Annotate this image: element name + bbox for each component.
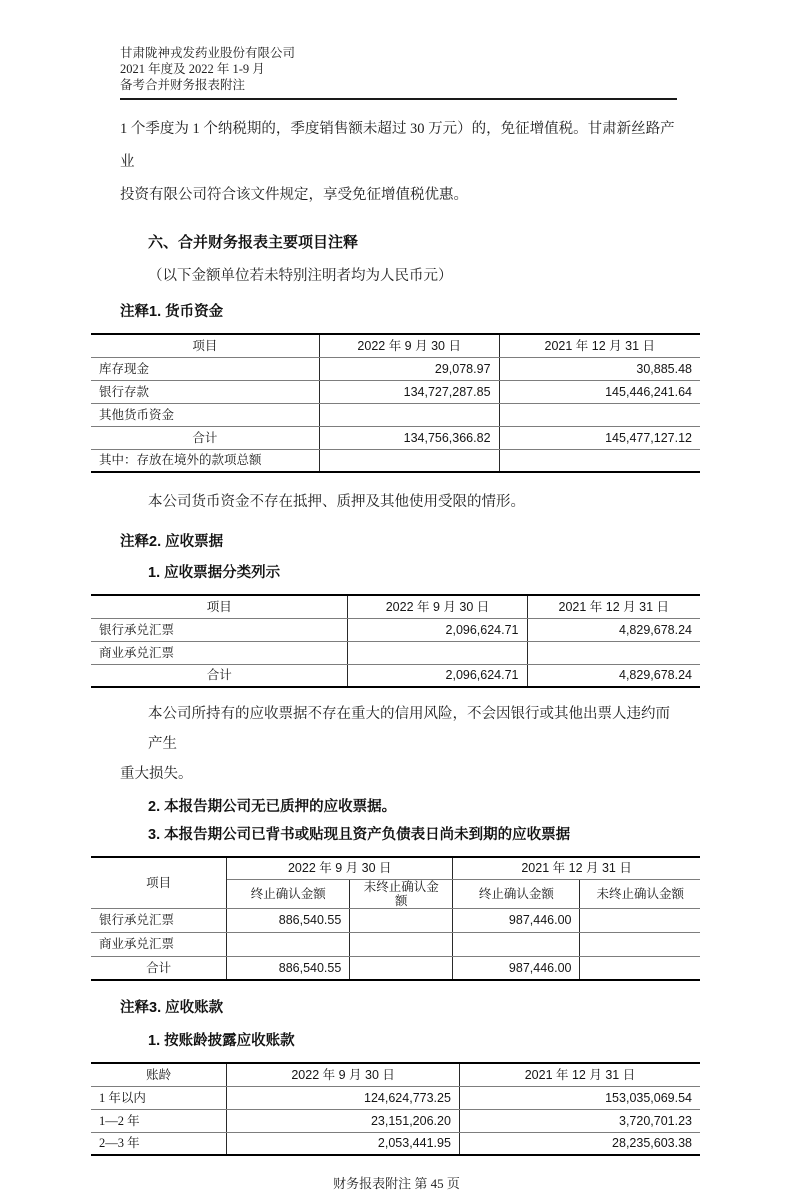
header-cell-aging: 账龄 <box>91 1063 227 1086</box>
derecognized-2021: 987,446.00 <box>453 956 580 980</box>
value-2021 <box>499 449 700 472</box>
value-2022: 23,151,206.20 <box>227 1109 460 1132</box>
derecognized-2022: 886,540.55 <box>227 908 350 932</box>
value-2022: 134,727,287.85 <box>319 380 499 403</box>
not-derecognized-2021 <box>580 908 700 932</box>
subheader-derecognized-2022: 终止确认金额 <box>227 879 350 908</box>
intro-paragraph-line: 1 个季度为 1 个纳税期的，季度销售额未超过 30 万元）的，免征增值税。甘肃新丝路产业 <box>120 121 675 170</box>
table-header-row <box>91 857 700 879</box>
header-cell-item: 项目 <box>91 334 319 357</box>
note1-title: 注释1. 货币资金 <box>120 304 224 320</box>
row-label: 商业承兑汇票 <box>91 932 227 956</box>
value-2022 <box>319 449 499 472</box>
subheader-not-derecognized-2021: 未终止确认金额 <box>580 879 700 908</box>
table-row <box>91 357 700 380</box>
table-row <box>91 380 700 403</box>
value-2021 <box>527 641 700 664</box>
not-derecognized-2022 <box>350 932 453 956</box>
header-cell-item: 项目 <box>91 857 227 908</box>
header-cell-item: 项目 <box>91 595 348 618</box>
header-cell-2022: 2022 年 9 月 30 日 <box>348 595 527 618</box>
derecognized-2022: 886,540.55 <box>227 956 350 980</box>
table-total-row <box>91 664 700 687</box>
table-header-row <box>91 1063 700 1086</box>
section-title: 六、合并财务报表主要项目注释 <box>148 234 359 251</box>
table-row <box>91 1132 700 1155</box>
value-2022 <box>319 403 499 426</box>
note2-remark-line: 重大损失。 <box>120 766 193 782</box>
header-cell-2022: 2022 年 9 月 30 日 <box>227 1063 460 1086</box>
not-derecognized-2022 <box>350 956 453 980</box>
report-period: 2021 年度及 2022 年 1-9 月 <box>120 62 265 76</box>
derecognized-2021 <box>453 932 580 956</box>
value-2022: 124,624,773.25 <box>227 1086 460 1109</box>
value-2021: 28,235,603.38 <box>459 1132 700 1155</box>
row-label: 其他货币资金 <box>91 403 319 426</box>
company-name: 甘肃陇神戎发药业股份有限公司 <box>120 46 296 60</box>
table-row <box>91 449 700 472</box>
row-label: 2—3 年 <box>91 1132 227 1155</box>
row-label: 合计 <box>91 664 348 687</box>
row-label: 库存现金 <box>91 357 319 380</box>
value-2021: 145,446,241.64 <box>499 380 700 403</box>
value-2021 <box>499 403 700 426</box>
row-label: 其中：存放在境外的款项总额 <box>91 449 319 472</box>
row-label: 银行存款 <box>91 380 319 403</box>
value-2021: 4,829,678.24 <box>527 618 700 641</box>
note2-sub3-title: 3. 本报告期公司已背书或贴现且资产负债表日尚未到期的应收票据 <box>148 827 571 843</box>
header-cell-2021: 2021 年 12 月 31 日 <box>499 334 700 357</box>
value-2021: 3,720,701.23 <box>459 1109 700 1132</box>
row-label: 银行承兑汇票 <box>91 908 227 932</box>
intro-paragraph-line: 投资有限公司符合该文件规定，享受免征增值税优惠。 <box>120 187 468 203</box>
value-2021: 153,035,069.54 <box>459 1086 700 1109</box>
subheader-not-derecognized-2022: 未终止确认金额 <box>350 879 453 908</box>
monetary-funds-table <box>91 333 700 473</box>
row-label: 1—2 年 <box>91 1109 227 1132</box>
table-row <box>91 641 700 664</box>
note2-sub2-title: 2. 本报告期公司无已质押的应收票据。 <box>148 799 397 815</box>
value-2021: 4,829,678.24 <box>527 664 700 687</box>
table-row <box>91 618 700 641</box>
document-title: 备考合并财务报表附注 <box>120 78 246 92</box>
value-2021: 30,885.48 <box>499 357 700 380</box>
value-2022: 2,096,624.71 <box>348 618 527 641</box>
currency-unit-note: （以下金额单位若未特别注明者均为人民币元） <box>148 268 453 284</box>
table-header-row <box>91 334 700 357</box>
table-row <box>91 1109 700 1132</box>
note1-remark: 本公司货币资金不存在抵押、质押及其他使用受限的情形。 <box>148 494 525 510</box>
derecognized-2022 <box>227 932 350 956</box>
table-header-row <box>91 595 700 618</box>
note2-sub1-title: 1. 应收票据分类列示 <box>148 565 281 581</box>
note3-title: 注释3. 应收账款 <box>120 1000 224 1016</box>
not-derecognized-2021 <box>580 932 700 956</box>
header-cell-2021: 2021 年 12 月 31 日 <box>453 857 700 879</box>
table-total-row <box>91 426 700 449</box>
note2-title: 注释2. 应收票据 <box>120 534 224 550</box>
value-2022: 2,096,624.71 <box>348 664 527 687</box>
table-row <box>91 908 700 932</box>
page-footer: 财务报表附注 第 45 页 <box>333 1176 460 1191</box>
endorsed-discounted-notes-table <box>91 856 700 981</box>
note2-remark-line: 本公司所持有的应收票据不存在重大的信用风险，不会因银行或其他出票人违约而产生 <box>148 706 670 752</box>
note3-sub1-title: 1. 按账龄披露应收账款 <box>148 1033 295 1049</box>
header-divider <box>120 98 677 100</box>
document-header <box>120 0 793 93</box>
row-label: 1 年以内 <box>91 1086 227 1109</box>
row-label: 银行承兑汇票 <box>91 618 348 641</box>
not-derecognized-2022 <box>350 908 453 932</box>
value-2022 <box>348 641 527 664</box>
header-cell-2022: 2022 年 9 月 30 日 <box>319 334 499 357</box>
notes-receivable-class-table <box>91 594 700 688</box>
value-2022: 134,756,366.82 <box>319 426 499 449</box>
not-derecognized-2021 <box>580 956 700 980</box>
table-row <box>91 403 700 426</box>
row-label: 合计 <box>91 956 227 980</box>
value-2022: 29,078.97 <box>319 357 499 380</box>
table-total-row <box>91 956 700 980</box>
value-2022: 2,053,441.95 <box>227 1132 460 1155</box>
table-row <box>91 1086 700 1109</box>
header-cell-2021: 2021 年 12 月 31 日 <box>527 595 700 618</box>
subheader-derecognized-2021: 终止确认金额 <box>453 879 580 908</box>
header-cell-2022: 2022 年 9 月 30 日 <box>227 857 453 879</box>
derecognized-2021: 987,446.00 <box>453 908 580 932</box>
header-cell-2021: 2021 年 12 月 31 日 <box>459 1063 700 1086</box>
table-row <box>91 932 700 956</box>
row-label: 合计 <box>91 426 319 449</box>
row-label: 商业承兑汇票 <box>91 641 348 664</box>
value-2021: 145,477,127.12 <box>499 426 700 449</box>
receivables-aging-table <box>91 1062 700 1156</box>
